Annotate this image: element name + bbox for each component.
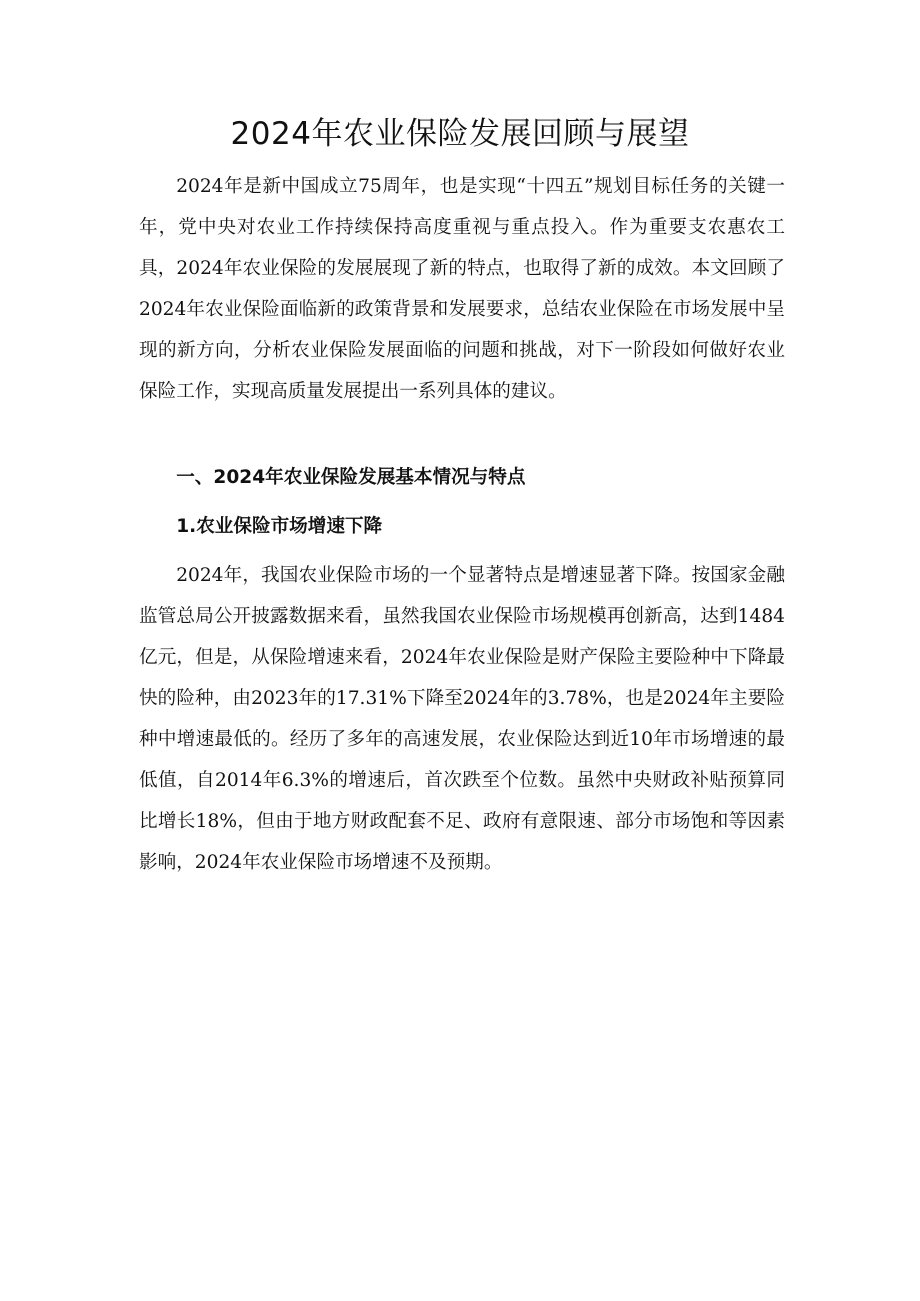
document-title: 2024年农业保险发展回顾与展望 (230, 116, 690, 152)
intro-paragraph: 2024年是新中国成立75周年，也是实现“十四五”规划目标任务的关键一年，党中央对农业工作持续保持高度重视与重点投入。作为重要支农惠农工具，2024年农业保险的发展展现了新的特点，也取得了新的成效。本文回顾了2024年农业保险面临新的政策背景和发展要求，总结农业保险在市场发展中呈现的新方向，分析农业保险发展面临的问题和挑战，对下一阶段如何做好农业保险工作，实现高质量发展提出一系列具体的建议。 (139, 176, 785, 402)
subsection-heading: 1.农业保险市场增速下降 (176, 516, 383, 537)
section-heading: 一、2024年农业保险发展基本情况与特点 (176, 467, 526, 488)
body-paragraph: 2024年，我国农业保险市场的一个显著特点是增速显著下降。按国家金融监管总局公开披露数据来看，虽然我国农业保险市场规模再创新高，达到1484亿元，但是，从保险增速来看，2024年农业保险是财产保险主要险种中下降最快的险种，由2023年的17.31%下降至2024年的3.78%，也是2024年主要险种中增速最低的。经历了多年的高速发展，农业保险达到近10年市场增速的最低值，自2014年6.3%的增速后，首次跌至个位数。虽然中央财政补贴预算同比增长18%，但由于地方财政配套不足、政府有意限速、部分市场饱和等因素影响，2024年农业保险市场增速不及预期。 (139, 565, 785, 873)
